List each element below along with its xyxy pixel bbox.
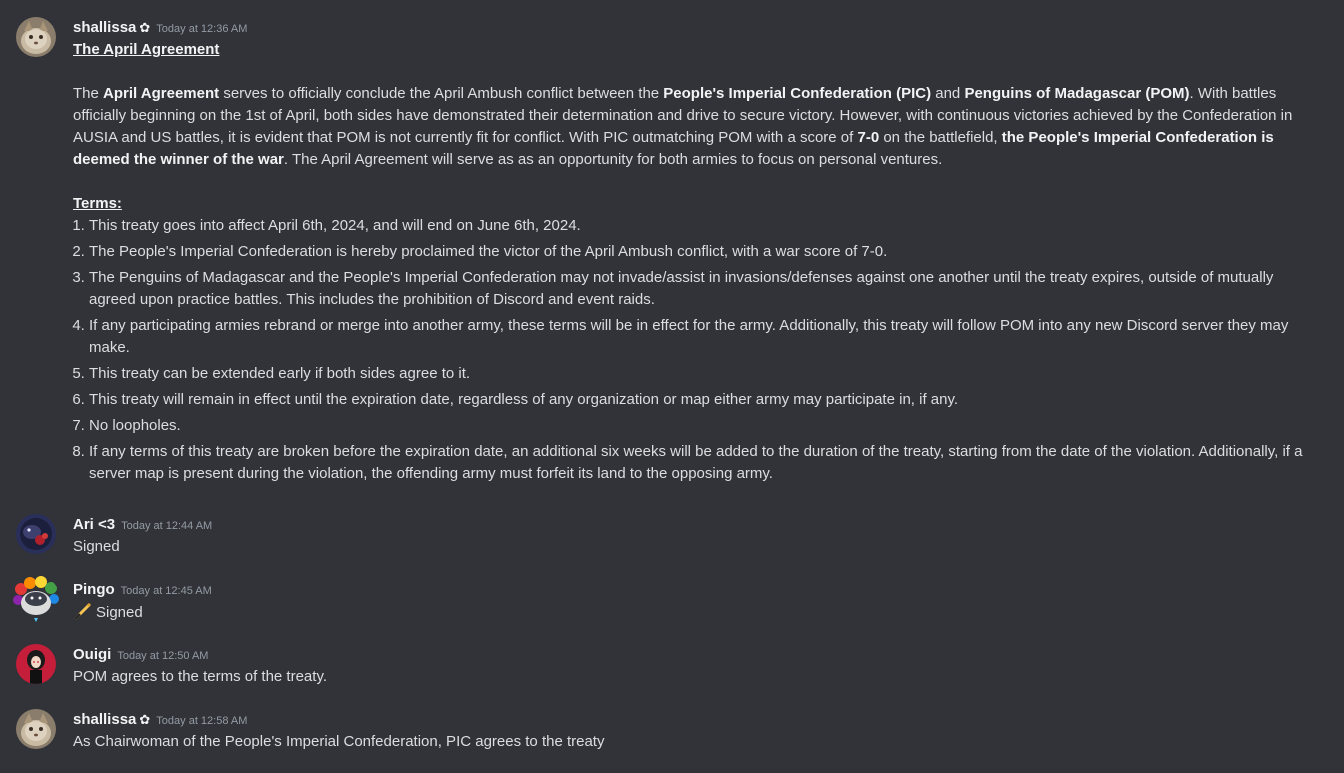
username[interactable]: Ouigi xyxy=(73,646,112,663)
username[interactable]: shallissa xyxy=(73,19,137,36)
timestamp: Today at 12:50 AM xyxy=(117,650,209,662)
timestamp: Today at 12:45 AM xyxy=(120,585,212,597)
avatar[interactable] xyxy=(16,17,56,57)
message-content: POM agrees to the terms of the treaty. xyxy=(73,668,327,685)
flower-badge-icon: ✿ xyxy=(139,20,151,35)
term-item: 6. This treaty will remain in effect until the expiration date, regardless of any organization or map either army may participate in, if any. xyxy=(89,389,1323,411)
timestamp: Today at 12:36 AM xyxy=(156,23,248,35)
terms-heading: Terms: xyxy=(73,195,122,212)
term-item: 4. If any participating armies rebrand or merge into another army, these terms will be in effect for the army. Additionally, this treaty will follow POM into any new Discord server they may make. xyxy=(89,315,1323,359)
dark-character-avatar-icon xyxy=(16,514,56,554)
message-title: The April Agreement xyxy=(73,41,220,58)
message-header xyxy=(73,514,212,536)
message-header xyxy=(73,579,212,601)
avatar[interactable] xyxy=(16,514,56,554)
term-item: 2. The People's Imperial Confederation is hereby proclaimed the victor of the April Ambush conflict, with a war score of 7-0. xyxy=(89,241,1323,263)
message-content: As Chairwoman of the People's Imperial Confederation, PIC agrees to the treaty xyxy=(73,733,605,750)
intro-paragraph: The April Agreement serves to officially conclude the April Ambush conflict between the People's Imperial Confederation (PIC) and Penguins of Madagascar (POM). With battles officially beginning on the 1st of April, both sides have demonstrated their determination and drive to secure victory. However, with continuous victories achieved by the Confederation in AUSIA and US battles, it is evident that POM is not currently fit for conflict. With PIC outmatching POM with a score of 7-0 on the battlefield, the People's Imperial Confederation is deemed the winner of the war. The April Agreement will serve as as an opportunity for both armies to focus on personal ventures. xyxy=(73,85,1293,168)
username[interactable]: shallissa xyxy=(73,711,137,728)
message-text: Signed xyxy=(96,604,143,621)
flower-badge-icon: ✿ xyxy=(139,712,151,727)
username[interactable]: Ari <3 xyxy=(73,516,116,533)
term-item: 7. No loopholes. xyxy=(89,415,1323,437)
cat-avatar-icon xyxy=(16,709,56,749)
avatar[interactable] xyxy=(16,644,56,684)
term-item: 1. This treaty goes into affect April 6th, 2024, and will end on June 6th, 2024. xyxy=(89,215,1323,237)
timestamp: Today at 12:44 AM xyxy=(121,520,213,532)
pen-emoji-icon xyxy=(73,601,93,621)
term-item: 5. This treaty can be extended early if both sides agree to it. xyxy=(89,363,1323,385)
avatar[interactable] xyxy=(16,709,56,749)
term-item: 8. If any terms of this treaty are broken before the expiration date, an additional six weeks will be added to the duration of the treaty, starting from the date of the violation. Additionally, if a server map is present during the violation, the offending army must forfeit its land to the opposing army. xyxy=(89,441,1323,485)
message-header xyxy=(73,17,247,39)
avatar[interactable] xyxy=(12,575,60,623)
rainbow-penguin-avatar-icon xyxy=(12,575,60,623)
message-content xyxy=(73,39,1323,489)
cat-avatar-icon xyxy=(16,17,56,57)
message-header xyxy=(73,709,247,731)
timestamp: Today at 12:58 AM xyxy=(156,715,248,727)
terms-list xyxy=(73,215,1323,485)
username[interactable]: Pingo xyxy=(73,581,115,598)
message-content xyxy=(73,601,1323,624)
message-content: Signed xyxy=(73,538,120,555)
red-character-avatar-icon xyxy=(16,644,56,684)
message-header xyxy=(73,644,208,666)
term-item: 3. The Penguins of Madagascar and the People's Imperial Confederation may not invade/assist in invasions/defenses against one another until the treaty expires, outside of mutually agreed upon practice battles. This includes the prohibition of Discord and event raids. xyxy=(89,267,1323,311)
